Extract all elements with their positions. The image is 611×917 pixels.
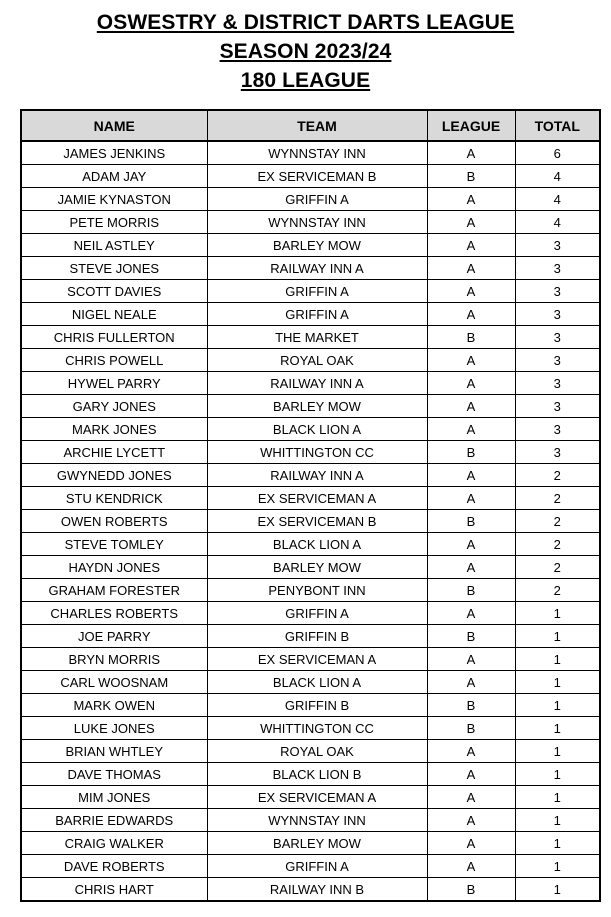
cell-team: GRIFFIN A [207,280,427,303]
cell-name: ADAM JAY [21,165,207,188]
cell-total: 3 [515,418,600,441]
table-row [21,211,600,234]
cell-total: 3 [515,441,600,464]
cell-total: 2 [515,510,600,533]
cell-total: 3 [515,234,600,257]
cell-total: 1 [515,694,600,717]
cell-name: STU KENDRICK [21,487,207,510]
table-row [21,395,600,418]
table-row [21,763,600,786]
document-heading [0,8,611,95]
cell-name: MIM JONES [21,786,207,809]
cell-team: WYNNSTAY INN [207,211,427,234]
table-row [21,648,600,671]
cell-name: GARY JONES [21,395,207,418]
season-title: SEASON 2023/24 [219,40,392,63]
cell-league: A [427,280,515,303]
cell-total: 3 [515,326,600,349]
cell-total: 1 [515,878,600,902]
cell-team: THE MARKET [207,326,427,349]
cell-total: 2 [515,464,600,487]
cell-total: 3 [515,349,600,372]
cell-total: 4 [515,211,600,234]
cell-team: ROYAL OAK [207,349,427,372]
cell-name: JOE PARRY [21,625,207,648]
table-row [21,671,600,694]
cell-team: BLACK LION A [207,418,427,441]
cell-name: DAVE THOMAS [21,763,207,786]
cell-total: 1 [515,717,600,740]
cell-league: A [427,141,515,165]
cell-total: 1 [515,855,600,878]
cell-team: EX SERVICEMAN A [207,487,427,510]
cell-name: BRYN MORRIS [21,648,207,671]
cell-total: 2 [515,533,600,556]
cell-league: A [427,533,515,556]
table-row [21,740,600,763]
cell-league: A [427,257,515,280]
cell-team: PENYBONT INN [207,579,427,602]
header-row [21,110,600,141]
cell-league: A [427,372,515,395]
cell-name: CHRIS FULLERTON [21,326,207,349]
cell-name: HYWEL PARRY [21,372,207,395]
cell-team: ROYAL OAK [207,740,427,763]
table-row [21,510,600,533]
cell-team: EX SERVICEMAN A [207,786,427,809]
cell-total: 2 [515,556,600,579]
cell-team: EX SERVICEMAN B [207,510,427,533]
table-row [21,832,600,855]
cell-total: 1 [515,740,600,763]
cell-name: GWYNEDD JONES [21,464,207,487]
table-row [21,303,600,326]
cell-total: 3 [515,395,600,418]
cell-total: 3 [515,257,600,280]
cell-total: 2 [515,579,600,602]
cell-team: RAILWAY INN A [207,257,427,280]
column-header-total: TOTAL [515,110,600,141]
cell-name: DAVE ROBERTS [21,855,207,878]
table-row [21,855,600,878]
cell-league: A [427,349,515,372]
cell-league: A [427,855,515,878]
cell-name: HAYDN JONES [21,556,207,579]
cell-league: B [427,717,515,740]
cell-total: 4 [515,188,600,211]
column-header-team: TEAM [207,110,427,141]
cell-team: BARLEY MOW [207,234,427,257]
cell-name: NEIL ASTLEY [21,234,207,257]
cell-league: A [427,786,515,809]
cell-team: WYNNSTAY INN [207,809,427,832]
table-row [21,579,600,602]
cell-name: CHRIS POWELL [21,349,207,372]
cell-league: A [427,740,515,763]
table-row [21,441,600,464]
cell-total: 1 [515,809,600,832]
cell-total: 1 [515,625,600,648]
cell-name: PETE MORRIS [21,211,207,234]
cell-name: LUKE JONES [21,717,207,740]
cell-team: RAILWAY INN A [207,372,427,395]
cell-name: STEVE TOMLEY [21,533,207,556]
cell-league: A [427,303,515,326]
cell-name: CHARLES ROBERTS [21,602,207,625]
table-row [21,349,600,372]
table-row [21,188,600,211]
cell-league: A [427,418,515,441]
cell-league: A [427,763,515,786]
cell-team: BARLEY MOW [207,395,427,418]
table-row [21,602,600,625]
cell-name: MARK OWEN [21,694,207,717]
table-row [21,418,600,441]
cell-team: GRIFFIN A [207,855,427,878]
cell-league: A [427,464,515,487]
cell-name: MARK JONES [21,418,207,441]
cell-league: B [427,441,515,464]
competition-title: 180 LEAGUE [240,69,371,92]
cell-total: 1 [515,648,600,671]
cell-total: 1 [515,671,600,694]
cell-team: WYNNSTAY INN [207,141,427,165]
cell-team: GRIFFIN A [207,303,427,326]
table-row [21,234,600,257]
cell-team: GRIFFIN B [207,694,427,717]
table-row [21,165,600,188]
cell-team: WHITTINGTON CC [207,717,427,740]
cell-total: 3 [515,303,600,326]
cell-name: BARRIE EDWARDS [21,809,207,832]
table-row [21,487,600,510]
cell-team: BLACK LION A [207,533,427,556]
table-row [21,372,600,395]
cell-team: BLACK LION B [207,763,427,786]
cell-name: CHRIS HART [21,878,207,902]
cell-league: A [427,809,515,832]
cell-league: A [427,234,515,257]
table-row [21,326,600,349]
cell-name: ARCHIE LYCETT [21,441,207,464]
table-row [21,556,600,579]
cell-total: 1 [515,602,600,625]
cell-team: GRIFFIN A [207,188,427,211]
cell-name: CARL WOOSNAM [21,671,207,694]
cell-league: A [427,211,515,234]
column-header-name: NAME [21,110,207,141]
cell-team: GRIFFIN B [207,625,427,648]
cell-league: A [427,602,515,625]
cell-name: SCOTT DAVIES [21,280,207,303]
cell-name: JAMES JENKINS [21,141,207,165]
cell-league: A [427,395,515,418]
table-row [21,878,600,902]
cell-team: EX SERVICEMAN A [207,648,427,671]
cell-team: WHITTINGTON CC [207,441,427,464]
cell-total: 6 [515,141,600,165]
cell-league: B [427,165,515,188]
cell-name: BRIAN WHTLEY [21,740,207,763]
cell-league: A [427,648,515,671]
cell-team: BARLEY MOW [207,832,427,855]
cell-team: RAILWAY INN B [207,878,427,902]
standings-table [20,109,601,902]
league-title: OSWESTRY & DISTRICT DARTS LEAGUE [96,11,515,34]
cell-league: A [427,671,515,694]
cell-league: B [427,510,515,533]
cell-name: STEVE JONES [21,257,207,280]
table-row [21,625,600,648]
cell-league: B [427,326,515,349]
table-row [21,717,600,740]
table-row [21,280,600,303]
table-row [21,257,600,280]
cell-league: B [427,579,515,602]
cell-league: B [427,694,515,717]
cell-team: BLACK LION A [207,671,427,694]
cell-league: A [427,487,515,510]
cell-name: CRAIG WALKER [21,832,207,855]
cell-total: 1 [515,763,600,786]
cell-league: A [427,188,515,211]
column-header-league: LEAGUE [427,110,515,141]
cell-name: GRAHAM FORESTER [21,579,207,602]
table-row [21,533,600,556]
cell-team: BARLEY MOW [207,556,427,579]
cell-name: NIGEL NEALE [21,303,207,326]
table-row [21,809,600,832]
cell-total: 3 [515,280,600,303]
cell-name: OWEN ROBERTS [21,510,207,533]
table-row [21,141,600,165]
cell-league: A [427,832,515,855]
table-row [21,786,600,809]
cell-total: 2 [515,487,600,510]
cell-total: 1 [515,786,600,809]
table-row [21,694,600,717]
table-row [21,464,600,487]
cell-league: B [427,878,515,902]
cell-total: 1 [515,832,600,855]
cell-league: A [427,556,515,579]
cell-team: RAILWAY INN A [207,464,427,487]
cell-team: GRIFFIN A [207,602,427,625]
cell-total: 4 [515,165,600,188]
cell-name: JAMIE KYNASTON [21,188,207,211]
cell-league: B [427,625,515,648]
cell-team: EX SERVICEMAN B [207,165,427,188]
cell-total: 3 [515,372,600,395]
